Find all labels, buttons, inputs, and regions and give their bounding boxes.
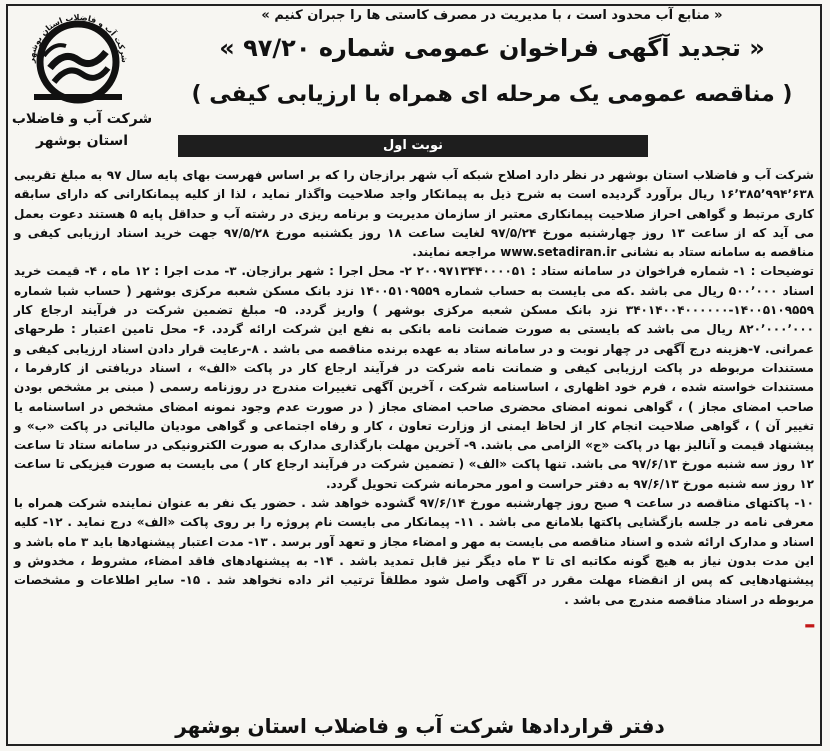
notice-body [14, 166, 814, 610]
margin-mark: ـ [806, 604, 814, 634]
notice-title: « تجدید آگهی فراخوان عمومی شماره ۹۷/۲۰ » [219, 34, 765, 62]
company-name-line1: شرکت آب و فاضلاب [11, 111, 153, 127]
water-company-logo-icon [14, 6, 140, 104]
slogan: « منابع آب محدود است ، با مدیریت در مصرف کاستی ها را جبران کنیم » [261, 8, 723, 23]
details-paragraph: توضیحات : ۱- شماره فراخوان در سامانه ستاد : ۲۰۰۹۷۱۳۴۴۰۰۰۰۵۱ ۲- محل اجرا : شهر برازجان. ۳- مدت اجرا : ۱۲ ماه ، ۴- قیمت خرید اسناد ۵۰۰٬۰۰۰ ریال می باشد .که می بایست به حساب شماره ۱۴۰۰۵۱۰۹۵۵۹ نزد بانک مسکن شعبه مرکزی بوشهر ( حساب شبا شماره ۱۴۰۰۵۱۰۹۵۵۹-۳۴۰۱۴۰۰۴۰۰۰۰۰۰ نزد بانک مسکن شعبه مرکزی بوشهر ) واریز گردد. ۵- مبلغ تضمین شرکت در فرآیند ارجاع کار ۸۲۰٬۰۰۰٬۰۰۰ ریال می باشد که بایستی به صورت ضمانت نامه بانکی به نفع این شرکت ارائه گردد. ۶- محل تامین اعتبار : طرحهای عمرانی. ۷-هزینه درج آگهی در چهار نوبت و در سامانه ستاد به عهده برنده مناقصه می باشد . ۸-رعایت قرار دادن اسناد ارزیابی کیفی و مستندات مربوطه در پاکت ارزیابی کیفی و ضمانت نامه شرکت در فرآیند ارجاع کار در پاکت «الف» ، اسناد دریافتی از کارفرما ، مستندات خواسته شده ، فرم خود اظهاری ، اساسنامه شرکت ، آخرین آگهی تغییرات مندرج در روزنامه رسمی ( مبنی بر مشخص بودن صاحب امضای مجاز ) ، گواهی نمونه امضای محضری صاحب امضای مجاز ( در صورت عدم وجود نمونه امضای مشخص در اساسنامه یا تغییر آن ) ، گواهی صلاحیت انجام کار از لحاظ ایمنی از وزارت تعاون ، کار و رفاه اجتماعی و گواهی مودیان مالیاتی در پاکت «ب» و پیشنهاد قیمت و آنالیز بها در پاکت «ج» الزامی می باشد. ۹- آخرین مهلت بارگذاری مدارک به صورت الکترونیکی در سامانه ستاد تا ساعت ۱۲ روز سه شنبه مورخ ۹۷/۶/۱۳ می باشد. تنها پاکت «الف» ( تضمین شرکت در فرآیند ارجاع کار ) می بایست به صورت فیزیکی تا ساعت ۱۲ روز سه شنبه مورخ ۹۷/۶/۱۳ به دفتر حراست و امور محرمانه شرکت تحویل گردد. [14, 264, 815, 491]
notice-subtitle: ( مناقصه عمومی یک مرحله ای همراه با ارزیابی کیفی ) [191, 82, 793, 107]
footer-signature: دفتر قراردادها شرکت آب و فاضلاب استان بوشهر [175, 714, 665, 738]
company-name [8, 108, 156, 152]
conditions-paragraph: ۱۰- پاکتهای مناقصه در ساعت ۹ صبح روز چهارشنبه مورخ ۹۷/۶/۱۴ گشوده خواهد شد . حضور یک نفر به عنوان نماینده شرکت همراه با معرفی نامه در جلسه بازگشایی پاکتها بلامانع می باشد . ۱۱- پیمانکار می بایست نام پروژه را بر روی پاکت «الف» درج نماید . ۱۲- کلیه اسناد و مدارک ارائه شده و اسناد مناقصه می بایست به مهر و امضاء مجاز و تعهد آور برسد . ۱۳- مدت اعتبار پیشنهادها باید ۳ ماه باشد و این مدت بدون نیاز به هیچ گونه مکاتبه ای تا ۳ ماه دیگر نیز قابل تمدید باشد . ۱۴- به پیشنهادهای فاقد امضاء، مشروط ، مخدوش و پیشنهادهایی که پس از انقضاء مهلت مقرر در آگهی واصل شود مطلقاً ترتیب اثر داده نخواهد شد . ۱۵- سایر اطلاعات و مشخصات مربوطه در اسناد مناقصه مندرج می باشد . [14, 496, 815, 607]
svg-text:شرکت آب و فاضلاب استان بوشهر: شرکت آب و فاضلاب استان بوشهر [26, 12, 130, 64]
intro-paragraph: شرکت آب و فاضلاب استان بوشهر در نظر دارد اصلاح شبکه آب شهر برازجان را که بر اساس فهرست بهای پایه سال ۹۷ به مبلغ تقریبی ۱۶٬۳۸۵٬۹۹۴٬۶۳۸ ریال برآورد گردیده است به شرح ذیل به پیمانکار واجد صلاحیت واگذار نماید ، لذا از کلیه پیمانکارانی که دارای سابقه کاری مرتبط و گواهی احراز صلاحیت پیمانکاری معتبر از سازمان مدیریت و برنامه ریزی در رشته آب و حداقل پایه ۵ هستند دعوت بعمل می آید که از ساعت ۱۳ روز چهارشنبه مورخ ۹۷/۵/۲۴ لغایت ساعت ۱۸ روز یکشنبه مورخ ۹۷/۵/۲۸ جهت خرید اسناد ارزیابی کیفی و مناقصه به سامانه ستاد به نشانی www.setadiran.ir مراجعه نمایند. [14, 168, 815, 260]
round-banner: نوبت اول [178, 135, 648, 157]
company-name-line2: استان بوشهر [35, 133, 129, 149]
